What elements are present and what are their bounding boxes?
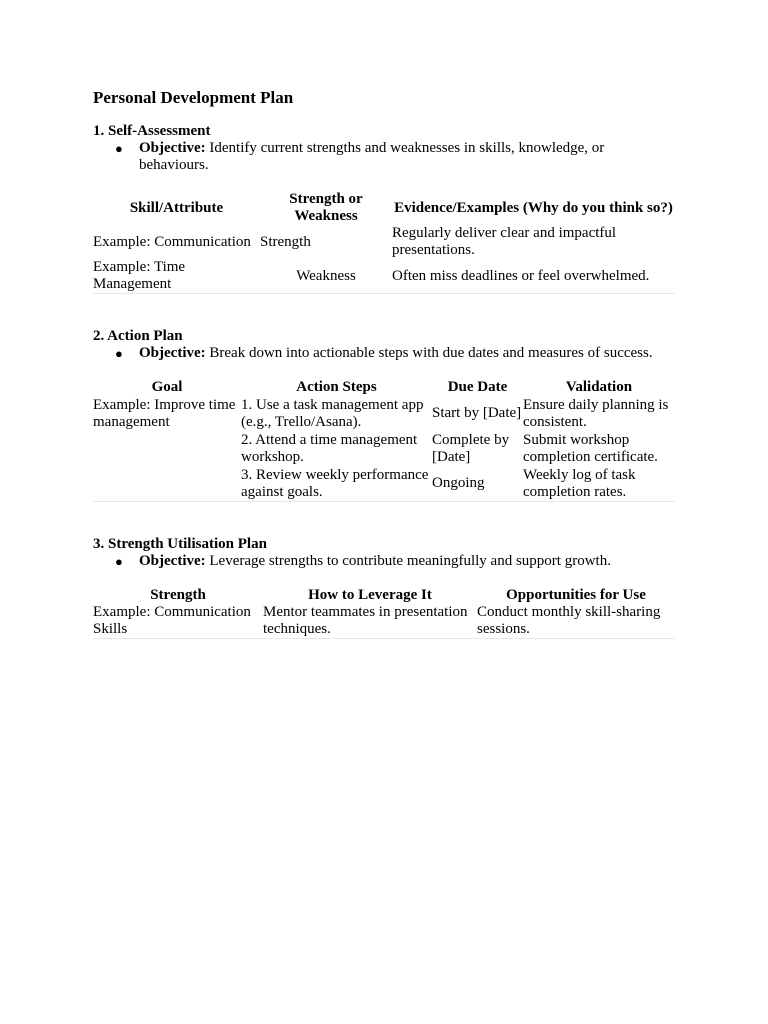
strength-plan-objective-list — [93, 553, 675, 570]
objective-text: Identify current strengths and weaknesses in skills, knowledge, or behaviours. — [139, 140, 605, 173]
bullet-icon: ● — [115, 141, 123, 156]
table-cell: 3. Review weekly performance against goals. — [241, 466, 432, 502]
objective-text: Break down into actionable steps with due dates and measures of success. — [209, 345, 653, 361]
table-row — [93, 396, 675, 431]
table-cell: Conduct monthly skill-sharing sessions. — [477, 604, 675, 639]
column-header: Goal — [151, 379, 183, 395]
table-cell: Mentor teammates in presentation techniques. — [263, 604, 477, 639]
objective-text: Leverage strengths to contribute meaningfully and support growth. — [209, 553, 611, 569]
table-cell: Weakness — [260, 259, 392, 294]
table-row — [93, 259, 675, 294]
table-cell: 1. Use a task management app (e.g., Trello/Asana). — [241, 396, 424, 430]
column-header: Evidence/Examples (Why do you think so?) — [394, 199, 673, 216]
table-header-row — [93, 587, 675, 604]
column-header: Action Steps — [296, 379, 377, 395]
strength-plan-table — [93, 587, 675, 639]
column-header: Due Date — [447, 379, 508, 395]
action-plan-heading: 2. Action Plan — [93, 328, 183, 344]
table-cell: Submit workshop completion certificate. — [523, 431, 658, 465]
column-header: Opportunities for Use — [506, 587, 646, 603]
self-assessment-table — [93, 191, 675, 294]
table-cell: Regularly deliver clear and impactful presentations. — [392, 225, 617, 258]
table-header-row — [93, 379, 675, 396]
table-row — [93, 225, 675, 259]
objective-label: Objective: — [139, 140, 206, 156]
bullet-icon: ● — [115, 346, 123, 361]
action-plan-table — [93, 379, 675, 502]
table-cell: Complete by [Date] — [432, 431, 510, 465]
table-cell: 2. Attend a time management workshop. — [241, 431, 418, 465]
table-row — [93, 604, 675, 639]
table-row — [93, 466, 675, 502]
column-header: Strength or Weakness — [289, 191, 363, 224]
table-row — [93, 431, 675, 466]
table-cell: Example: Time Management — [93, 259, 260, 294]
table-cell: Ongoing — [432, 466, 523, 502]
bullet-icon: ● — [115, 554, 123, 569]
table-cell: Often miss deadlines or feel overwhelmed. — [392, 259, 675, 294]
table-cell: Weekly log of task completion rates. — [523, 466, 675, 502]
document-page — [93, 88, 675, 639]
objective-label: Objective: — [139, 553, 206, 569]
strength-plan-heading: 3. Strength Utilisation Plan — [93, 536, 267, 552]
table-cell — [93, 466, 241, 502]
action-plan-objective — [93, 345, 675, 362]
column-header: How to Leverage It — [308, 587, 432, 603]
action-plan-objective-list — [93, 345, 675, 362]
self-assessment-objective-list — [93, 140, 675, 174]
self-assessment-objective — [93, 140, 675, 174]
table-cell: Ensure daily planning is consistent. — [523, 396, 669, 430]
table-header-row — [93, 191, 675, 225]
table-cell: Example: Improve time management — [93, 396, 236, 430]
self-assessment-heading: 1. Self-Assessment — [93, 123, 211, 139]
table-cell — [93, 431, 241, 466]
table-cell: Start by [Date] — [432, 405, 522, 421]
table-cell: Example: Communication — [93, 233, 251, 250]
column-header: Strength — [150, 587, 206, 603]
objective-label: Objective: — [139, 345, 206, 361]
column-header: Skill/Attribute — [129, 199, 224, 216]
column-header: Validation — [565, 379, 633, 395]
strength-plan-objective — [93, 553, 675, 570]
table-cell: Example: Communication Skills — [93, 604, 263, 639]
table-cell: Strength — [260, 233, 311, 250]
document-title: Personal Development Plan — [93, 88, 294, 107]
